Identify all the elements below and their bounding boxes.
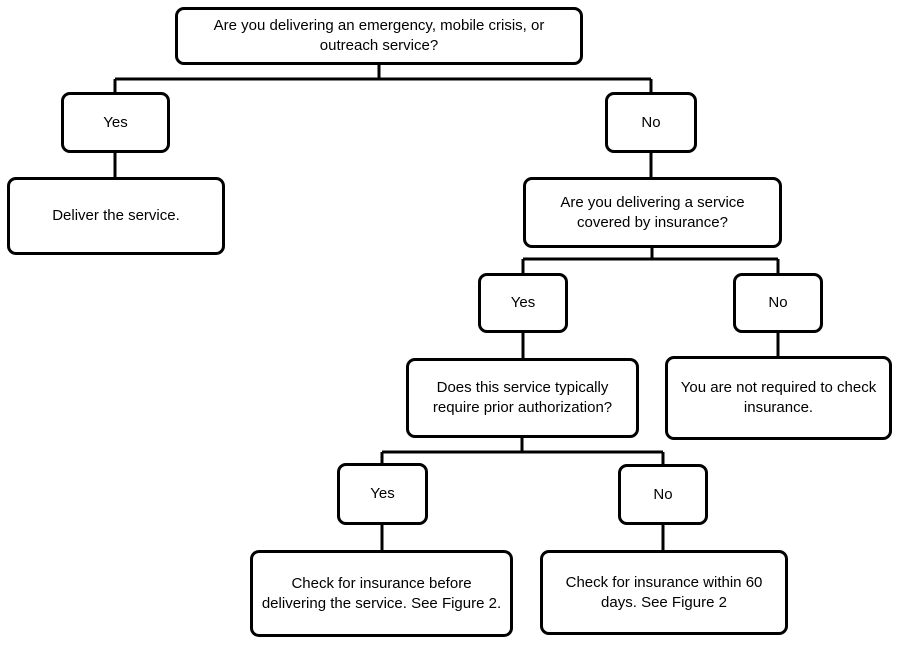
flowchart-node-no-3 bbox=[618, 464, 708, 525]
flowchart-node-emergency-question bbox=[175, 7, 583, 65]
flowchart-node-check-within bbox=[540, 550, 788, 635]
flowchart-node-no-1 bbox=[605, 92, 697, 153]
flowchart-node-insurance-question bbox=[523, 177, 782, 248]
flowchart-node-not-required bbox=[665, 356, 892, 440]
flowchart-node-deliver-service-label: Deliver the service. bbox=[52, 207, 180, 225]
flowchart-node-yes-3 bbox=[337, 463, 428, 525]
flowchart-node-emergency-question-label: Are you delivering an emergency, mobile crisis, or outreach service? bbox=[213, 17, 545, 54]
flowchart-node-check-before bbox=[250, 550, 513, 637]
flowchart-node-no-2-label: No bbox=[768, 294, 788, 312]
flowchart-node-prior-auth-question-label: Does this service typically require prior authorization? bbox=[432, 379, 613, 416]
flowchart-node-yes-2 bbox=[478, 273, 568, 333]
flowchart-node-no-2 bbox=[733, 273, 823, 333]
flowchart-node-yes-2-label: Yes bbox=[510, 294, 536, 312]
flowchart-node-yes-1 bbox=[61, 92, 170, 153]
flowchart-node-yes-1-label: Yes bbox=[103, 113, 128, 131]
flowchart-node-deliver-service bbox=[7, 177, 225, 255]
flowchart-node-yes-3-label: Yes bbox=[370, 485, 395, 503]
flowchart-node-no-1-label: No bbox=[641, 113, 661, 131]
flowchart-node-not-required-label: You are not required to check insurance. bbox=[680, 379, 877, 416]
flowchart-node-no-3-label: No bbox=[653, 485, 673, 503]
flowchart-node-prior-auth-question bbox=[406, 358, 639, 438]
flowchart-node-insurance-question-label: Are you delivering a service covered by insurance? bbox=[560, 193, 745, 231]
flowchart-node-check-within-label: Check for insurance within 60 days. See Figure 2 bbox=[565, 573, 763, 611]
flowchart-node-check-before-label: Check for insurance before delivering the service. See Figure 2. bbox=[261, 574, 502, 612]
